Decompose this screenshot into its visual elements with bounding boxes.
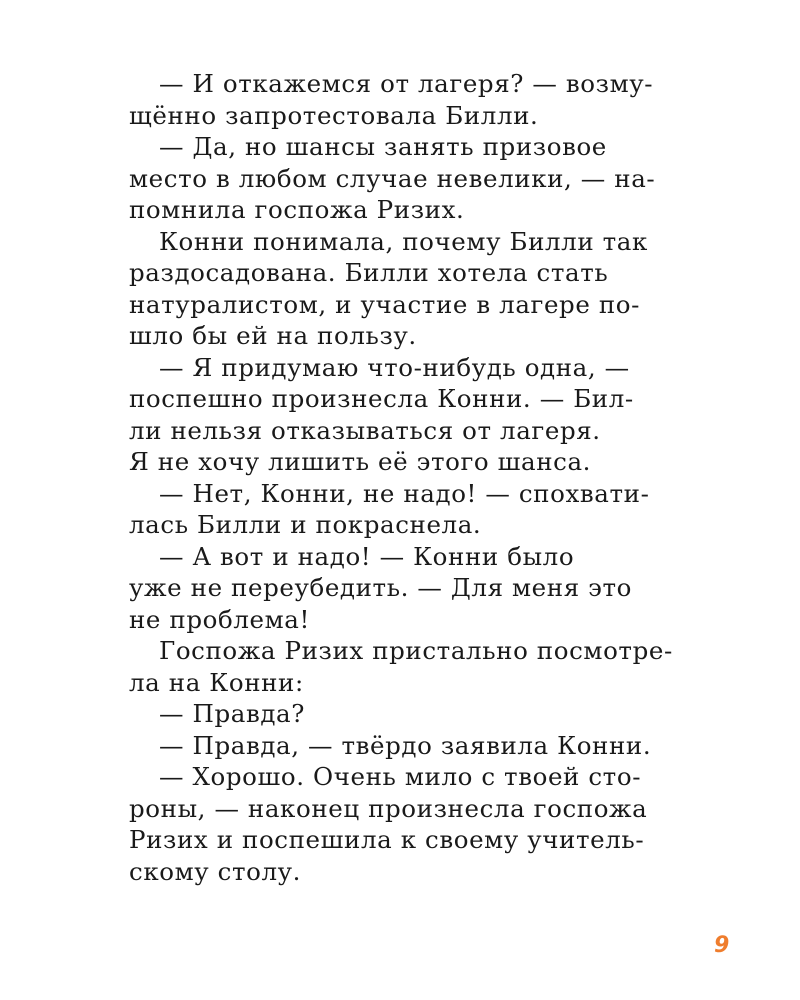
text-line: уже не переубедить. — Для меня это xyxy=(129,573,632,602)
text-line: щённо запротестовала Билли. xyxy=(129,100,539,130)
text-line: Я не хочу лишить её этого шанса. xyxy=(129,447,592,476)
text-line: — Я придумаю что-нибудь одна, — xyxy=(159,352,630,382)
text-line: место в любом случае невелики, — на- xyxy=(129,163,656,193)
text-line: натуралистом, и участие в лагере по- xyxy=(129,289,640,319)
text-line: — А вот и надо! — Конни было xyxy=(159,541,575,571)
text-line: роны, — наконец произнесла госпожа xyxy=(129,793,648,823)
text-line: раздосадована. Билли хотела стать xyxy=(129,258,609,287)
text-line: не проблема! xyxy=(129,604,310,634)
text-line: скому столу. xyxy=(129,856,302,886)
text-line: — И откажемся от лагеря? — возму- xyxy=(159,69,654,98)
text-line: — Нет, Конни, не надо! — спохвати- xyxy=(159,478,650,508)
text-line: ли нельзя отказываться от лагеря. xyxy=(129,415,601,445)
text-line: ла на Конни: xyxy=(129,667,304,697)
text-line: — Хорошо. Очень мило с твоей сто- xyxy=(159,762,642,791)
text-line: лась Билли и покраснела. xyxy=(129,510,482,539)
text-line: Госпожа Ризих пристально посмотре- xyxy=(159,636,673,665)
text-line: поспешно произнесла Конни. — Бил- xyxy=(129,384,634,413)
text-line: — Правда? xyxy=(159,699,305,728)
text-line: помнила госпожа Ризих. xyxy=(129,195,465,224)
text-line: — Правда, — твёрдо заявила Конни. xyxy=(159,730,652,760)
page-number: 9 xyxy=(714,933,730,958)
text-line: Конни понимала, почему Билли так xyxy=(159,226,648,256)
text-line: шло бы ей на пользу. xyxy=(129,321,417,350)
text-line: Ризих и поспешила к своему учитель- xyxy=(129,825,645,854)
body-text xyxy=(129,68,709,887)
text-line: — Да, но шансы занять призовое xyxy=(159,132,607,161)
